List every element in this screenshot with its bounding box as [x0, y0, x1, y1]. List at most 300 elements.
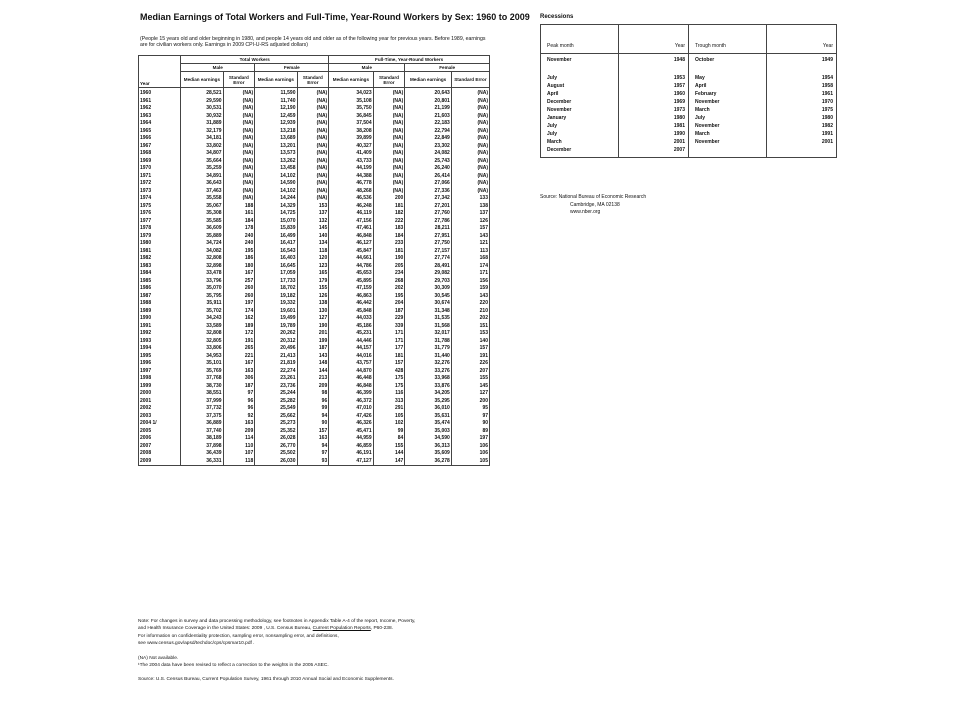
value-cell: 29,082 — [405, 270, 452, 278]
table-row — [139, 188, 490, 196]
value-cell: 44,016 — [329, 353, 373, 361]
value-cell: 181 — [373, 248, 405, 256]
value-cell: 45,186 — [329, 323, 373, 331]
value-cell: 26,028 — [255, 435, 297, 443]
value-cell: 27,157 — [405, 248, 452, 256]
month-cell: December — [541, 146, 619, 154]
value-cell: 186 — [223, 255, 255, 263]
value-cell: 36,845 — [329, 113, 373, 121]
table-row — [139, 278, 490, 286]
value-cell: 28,521 — [181, 90, 223, 98]
note-line: see www.census.gov/apsd/techdoc/cps/cpsmar10.pdf . — [138, 641, 255, 647]
year-cell: 2004 1/ — [139, 420, 181, 428]
month-cell: November — [689, 138, 767, 146]
year-cell: 2006 — [139, 435, 181, 443]
month-cell: April — [541, 90, 619, 98]
table-row — [139, 368, 490, 376]
value-cell: 36,609 — [181, 225, 223, 233]
value-cell: 35,067 — [181, 203, 223, 211]
year-cell: 1953 — [619, 74, 689, 82]
value-cell: 94 — [297, 443, 329, 451]
document-subtitle: (People 15 years old and older beginning in 1980, and people 14 years old and older as of the following year for previous years. Before 1989, earnings are for civilian workers only. Earnings in 2009 CPI-U-RS adjusted dollars) — [140, 36, 486, 48]
value-cell: 35,003 — [405, 428, 452, 436]
value-cell: (NA) — [373, 90, 405, 98]
value-cell: 44,661 — [329, 255, 373, 263]
value-cell: 28,491 — [405, 263, 452, 271]
table-row — [139, 113, 490, 121]
value-cell: 184 — [373, 233, 405, 241]
value-cell: 240 — [223, 233, 255, 241]
value-cell: 182 — [373, 210, 405, 218]
value-cell: 96 — [223, 405, 255, 413]
year-cell — [767, 66, 837, 74]
value-cell: 15,070 — [255, 218, 297, 226]
value-cell: (NA) — [297, 195, 329, 203]
value-cell: 44,157 — [329, 345, 373, 353]
year-cell: 1986 — [139, 285, 181, 293]
value-cell: 229 — [373, 315, 405, 323]
value-cell: 90 — [297, 420, 329, 428]
value-cell: 30,545 — [405, 293, 452, 301]
source-note: Source: U.S. Census Bureau, Current Population Survey, 1961 through 2010 Annual Social and Economic Supplements. — [138, 677, 394, 683]
year-cell: 1973 — [139, 188, 181, 196]
value-cell: 46,848 — [329, 383, 373, 391]
value-cell: 89 — [451, 428, 489, 436]
year-cell: 1975 — [139, 203, 181, 211]
value-cell: 47,010 — [329, 405, 373, 413]
year-cell: 1965 — [139, 128, 181, 136]
value-cell: 187 — [223, 383, 255, 391]
value-cell: (NA) — [297, 143, 329, 151]
value-cell: 13,458 — [255, 165, 297, 173]
value-cell: 34,807 — [181, 150, 223, 158]
table-row — [139, 270, 490, 278]
value-cell: 26,414 — [405, 173, 452, 181]
value-cell: (NA) — [451, 135, 489, 143]
recessions-table — [540, 24, 837, 158]
col-peak-month: Peak month — [541, 25, 619, 54]
year-cell: 1970 — [139, 165, 181, 173]
value-cell: (NA) — [373, 135, 405, 143]
value-cell: 35,750 — [329, 105, 373, 113]
value-cell: 213 — [297, 375, 329, 383]
value-cell: 32,179 — [181, 128, 223, 136]
year-cell: 1958 — [767, 82, 837, 90]
value-cell: 36,331 — [181, 458, 223, 466]
value-cell: 145 — [451, 383, 489, 391]
year-cell: 1981 — [619, 122, 689, 130]
value-cell: 46,863 — [329, 293, 373, 301]
value-cell: (NA) — [223, 90, 255, 98]
month-cell: May — [689, 74, 767, 82]
value-cell: 33,802 — [181, 143, 223, 151]
fulltime-male-header: Male — [329, 64, 405, 72]
value-cell: 143 — [451, 233, 489, 241]
value-cell: (NA) — [223, 135, 255, 143]
value-cell: 34,205 — [405, 390, 452, 398]
group-total-workers: Total Workers — [181, 56, 329, 64]
value-cell: 14,590 — [255, 180, 297, 188]
value-cell: 35,259 — [181, 165, 223, 173]
table-row — [541, 122, 837, 130]
value-cell: 126 — [297, 293, 329, 301]
value-cell: 27,774 — [405, 255, 452, 263]
value-cell: 47,127 — [329, 458, 373, 466]
year-cell: 1995 — [139, 353, 181, 361]
year-cell: 1961 — [139, 98, 181, 106]
table-row — [541, 82, 837, 90]
value-cell: 36,313 — [405, 443, 452, 451]
value-cell: 163 — [223, 420, 255, 428]
table-row — [139, 323, 490, 331]
value-cell: 20,643 — [405, 90, 452, 98]
value-cell: 102 — [373, 420, 405, 428]
value-cell: (NA) — [297, 90, 329, 98]
year-cell: 1981 — [139, 248, 181, 256]
value-cell: 167 — [223, 360, 255, 368]
value-cell: 25,502 — [255, 450, 297, 458]
value-cell: 12,939 — [255, 120, 297, 128]
year-cell: 1999 — [139, 383, 181, 391]
value-cell: 16,543 — [255, 248, 297, 256]
year-cell: 1969 — [139, 158, 181, 166]
value-cell: 200 — [451, 398, 489, 406]
value-cell: 99 — [373, 428, 405, 436]
value-cell: 161 — [223, 210, 255, 218]
value-cell: 33,589 — [181, 323, 223, 331]
table-row — [139, 195, 490, 203]
value-cell: 99 — [297, 405, 329, 413]
value-cell: 19,499 — [255, 315, 297, 323]
value-cell: 46,191 — [329, 450, 373, 458]
value-cell: (NA) — [297, 173, 329, 181]
month-cell: July — [689, 114, 767, 122]
total-male-header: Male — [181, 64, 255, 72]
value-cell: (NA) — [223, 120, 255, 128]
value-cell: 116 — [373, 390, 405, 398]
value-cell: 96 — [297, 398, 329, 406]
table-row — [139, 413, 490, 421]
value-cell: 46,848 — [329, 233, 373, 241]
value-cell: 27,786 — [405, 218, 452, 226]
value-cell: 16,499 — [255, 233, 297, 241]
value-cell: 11,590 — [255, 90, 297, 98]
value-cell: 33,276 — [405, 368, 452, 376]
table-row — [139, 345, 490, 353]
value-cell: 221 — [223, 353, 255, 361]
table-row — [139, 428, 490, 436]
value-cell: 313 — [373, 398, 405, 406]
value-cell: 172 — [223, 330, 255, 338]
col-se: Standard Error — [223, 72, 255, 88]
value-cell: 97 — [223, 390, 255, 398]
table-row — [139, 375, 490, 383]
year-cell: 1970 — [767, 98, 837, 106]
value-cell: 26,770 — [255, 443, 297, 451]
year-cell: 1975 — [767, 106, 837, 114]
value-cell: 23,302 — [405, 143, 452, 151]
value-cell: 260 — [223, 285, 255, 293]
value-cell: 233 — [373, 240, 405, 248]
value-cell: (NA) — [223, 165, 255, 173]
year-cell: 1992 — [139, 330, 181, 338]
table-row — [139, 90, 490, 98]
value-cell: 220 — [451, 300, 489, 308]
month-cell: July — [541, 74, 619, 82]
note-label: Note: — [138, 619, 150, 624]
value-cell: 19,789 — [255, 323, 297, 331]
value-cell: 178 — [223, 225, 255, 233]
value-cell: 19,182 — [255, 293, 297, 301]
value-cell: 38,730 — [181, 383, 223, 391]
table-row — [139, 300, 490, 308]
value-cell: 34,181 — [181, 135, 223, 143]
value-cell: 187 — [373, 308, 405, 316]
value-cell: 28,211 — [405, 225, 452, 233]
value-cell: 37,898 — [181, 443, 223, 451]
value-cell: 133 — [451, 195, 489, 203]
month-cell: March — [689, 106, 767, 114]
value-cell: 26,030 — [255, 458, 297, 466]
table-row — [541, 114, 837, 122]
table-row — [139, 150, 490, 158]
value-cell: 96 — [223, 398, 255, 406]
value-cell: 222 — [373, 218, 405, 226]
value-cell: 37,504 — [329, 120, 373, 128]
value-cell: 12,459 — [255, 113, 297, 121]
source-line: Cambridge, MA 02138 — [570, 201, 620, 208]
year-cell: 1985 — [139, 278, 181, 286]
year-cell: 2003 — [139, 413, 181, 421]
value-cell: 27,760 — [405, 210, 452, 218]
value-cell: 40,327 — [329, 143, 373, 151]
value-cell: 21,603 — [405, 113, 452, 121]
value-cell: 35,769 — [181, 368, 223, 376]
value-cell: 157 — [297, 428, 329, 436]
value-cell: 189 — [223, 323, 255, 331]
value-cell: 168 — [451, 255, 489, 263]
value-cell: 155 — [297, 285, 329, 293]
value-cell: 163 — [223, 368, 255, 376]
year-cell: 1983 — [139, 263, 181, 271]
year-cell: 1948 — [619, 54, 689, 66]
value-cell: 200 — [373, 195, 405, 203]
spacer-row — [541, 154, 837, 158]
value-cell: 197 — [451, 435, 489, 443]
table-row — [139, 383, 490, 391]
value-cell: 209 — [223, 428, 255, 436]
year-cell — [619, 66, 689, 74]
value-cell: 21,413 — [255, 353, 297, 361]
year-cell: 1997 — [139, 368, 181, 376]
table-row — [139, 233, 490, 241]
year-cell: 1990 — [139, 315, 181, 323]
value-cell: 38,208 — [329, 128, 373, 136]
col-peak-year: Year — [619, 25, 689, 54]
value-cell: 21,819 — [255, 360, 297, 368]
value-cell: 32,898 — [181, 263, 223, 271]
value-cell: 94 — [297, 413, 329, 421]
table-row — [541, 66, 837, 74]
value-cell: 36,643 — [181, 180, 223, 188]
value-cell: 110 — [223, 443, 255, 451]
month-cell: December — [541, 98, 619, 106]
table-row — [139, 353, 490, 361]
value-cell: 34,082 — [181, 248, 223, 256]
value-cell: (NA) — [223, 173, 255, 181]
value-cell: 171 — [373, 338, 405, 346]
value-cell: 47,159 — [329, 285, 373, 293]
year-cell: 1980 — [139, 240, 181, 248]
value-cell: 27,750 — [405, 240, 452, 248]
value-cell: 25,743 — [405, 158, 452, 166]
value-cell: (NA) — [451, 98, 489, 106]
value-cell: 35,101 — [181, 360, 223, 368]
value-cell: 153 — [451, 330, 489, 338]
value-cell: 14,725 — [255, 210, 297, 218]
value-cell: 27,336 — [405, 188, 452, 196]
value-cell: 14,102 — [255, 188, 297, 196]
value-cell: (NA) — [223, 188, 255, 196]
value-cell: 181 — [373, 353, 405, 361]
value-cell: 184 — [223, 218, 255, 226]
value-cell: 190 — [297, 323, 329, 331]
source-link[interactable]: www.nber.org — [570, 209, 601, 215]
value-cell: 13,262 — [255, 158, 297, 166]
value-cell: (NA) — [223, 158, 255, 166]
value-cell: 23,736 — [255, 383, 297, 391]
value-cell: 16,645 — [255, 263, 297, 271]
table-row — [139, 458, 490, 466]
value-cell: 155 — [451, 375, 489, 383]
value-cell: 36,010 — [405, 405, 452, 413]
month-cell: July — [541, 130, 619, 138]
year-cell: 2008 — [139, 450, 181, 458]
value-cell: 138 — [451, 203, 489, 211]
value-cell: (NA) — [373, 143, 405, 151]
value-cell: 44,786 — [329, 263, 373, 271]
value-cell: (NA) — [373, 150, 405, 158]
value-cell: 143 — [297, 353, 329, 361]
value-cell: 126 — [451, 218, 489, 226]
value-cell: 37,732 — [181, 405, 223, 413]
value-cell: 35,795 — [181, 293, 223, 301]
year-cell: 1960 — [619, 90, 689, 98]
value-cell: 45,895 — [329, 278, 373, 286]
value-cell: (NA) — [223, 180, 255, 188]
table-row — [139, 443, 490, 451]
value-cell: 17,059 — [255, 270, 297, 278]
report-link[interactable]: Current Population Reports — [312, 626, 371, 632]
year-cell: 2007 — [139, 443, 181, 451]
value-cell: 43,733 — [329, 158, 373, 166]
year-cell: 1962 — [139, 105, 181, 113]
value-cell: 34,891 — [181, 173, 223, 181]
year-cell: 1969 — [619, 98, 689, 106]
value-cell: 44,870 — [329, 368, 373, 376]
value-cell: (NA) — [297, 105, 329, 113]
value-cell: 29,590 — [181, 98, 223, 106]
value-cell: 210 — [451, 308, 489, 316]
value-cell: 25,273 — [255, 420, 297, 428]
year-cell: 1971 — [139, 173, 181, 181]
value-cell: 157 — [451, 225, 489, 233]
value-cell: 157 — [373, 360, 405, 368]
value-cell: 106 — [451, 443, 489, 451]
value-cell: 31,440 — [405, 353, 452, 361]
value-cell: 34,590 — [405, 435, 452, 443]
value-cell: 31,889 — [181, 120, 223, 128]
value-cell: 265 — [223, 345, 255, 353]
month-cell — [541, 66, 619, 74]
value-cell: 35,308 — [181, 210, 223, 218]
value-cell: (NA) — [451, 120, 489, 128]
year-cell: 1991 — [139, 323, 181, 331]
month-cell: January — [541, 114, 619, 122]
value-cell: 13,573 — [255, 150, 297, 158]
value-cell: 105 — [373, 413, 405, 421]
month-cell: November — [689, 98, 767, 106]
value-cell: 207 — [451, 368, 489, 376]
value-cell: 37,463 — [181, 188, 223, 196]
value-cell: 190 — [373, 255, 405, 263]
value-cell: 257 — [223, 278, 255, 286]
value-cell: (NA) — [373, 105, 405, 113]
value-cell: 39,899 — [329, 135, 373, 143]
value-cell: 44,199 — [329, 165, 373, 173]
value-cell: (NA) — [451, 150, 489, 158]
value-cell: 98 — [297, 390, 329, 398]
value-cell: 35,474 — [405, 420, 452, 428]
year-cell: 1980 — [767, 114, 837, 122]
table-row — [541, 138, 837, 146]
table-row — [139, 263, 490, 271]
value-cell: 107 — [223, 450, 255, 458]
na-note: (NA) Not available. — [138, 655, 179, 661]
year-cell: 1979 — [139, 233, 181, 241]
value-cell: 31,788 — [405, 338, 452, 346]
value-cell: 175 — [373, 375, 405, 383]
year-cell: 1978 — [139, 225, 181, 233]
year-cell: 1982 — [767, 122, 837, 130]
table-row — [139, 165, 490, 173]
year-cell: 1961 — [767, 90, 837, 98]
value-cell: 32,276 — [405, 360, 452, 368]
month-cell: April — [689, 82, 767, 90]
value-cell: 33,806 — [181, 345, 223, 353]
value-cell: 25,662 — [255, 413, 297, 421]
month-cell: November — [541, 54, 619, 66]
value-cell: 30,309 — [405, 285, 452, 293]
value-cell: 37,999 — [181, 398, 223, 406]
source-line — [540, 194, 646, 202]
value-cell: 33,968 — [405, 375, 452, 383]
month-cell: November — [689, 122, 767, 130]
value-cell: 23,261 — [255, 375, 297, 383]
value-cell: (NA) — [373, 188, 405, 196]
value-cell: (NA) — [373, 173, 405, 181]
value-cell: 339 — [373, 323, 405, 331]
year-cell: 1960 — [139, 90, 181, 98]
value-cell: 260 — [223, 293, 255, 301]
value-cell: (NA) — [223, 98, 255, 106]
value-cell: 140 — [297, 233, 329, 241]
value-cell: 202 — [373, 285, 405, 293]
col-se: Standard Error — [297, 72, 329, 88]
value-cell: 25,282 — [255, 398, 297, 406]
table-row — [139, 143, 490, 151]
value-cell: 34,953 — [181, 353, 223, 361]
